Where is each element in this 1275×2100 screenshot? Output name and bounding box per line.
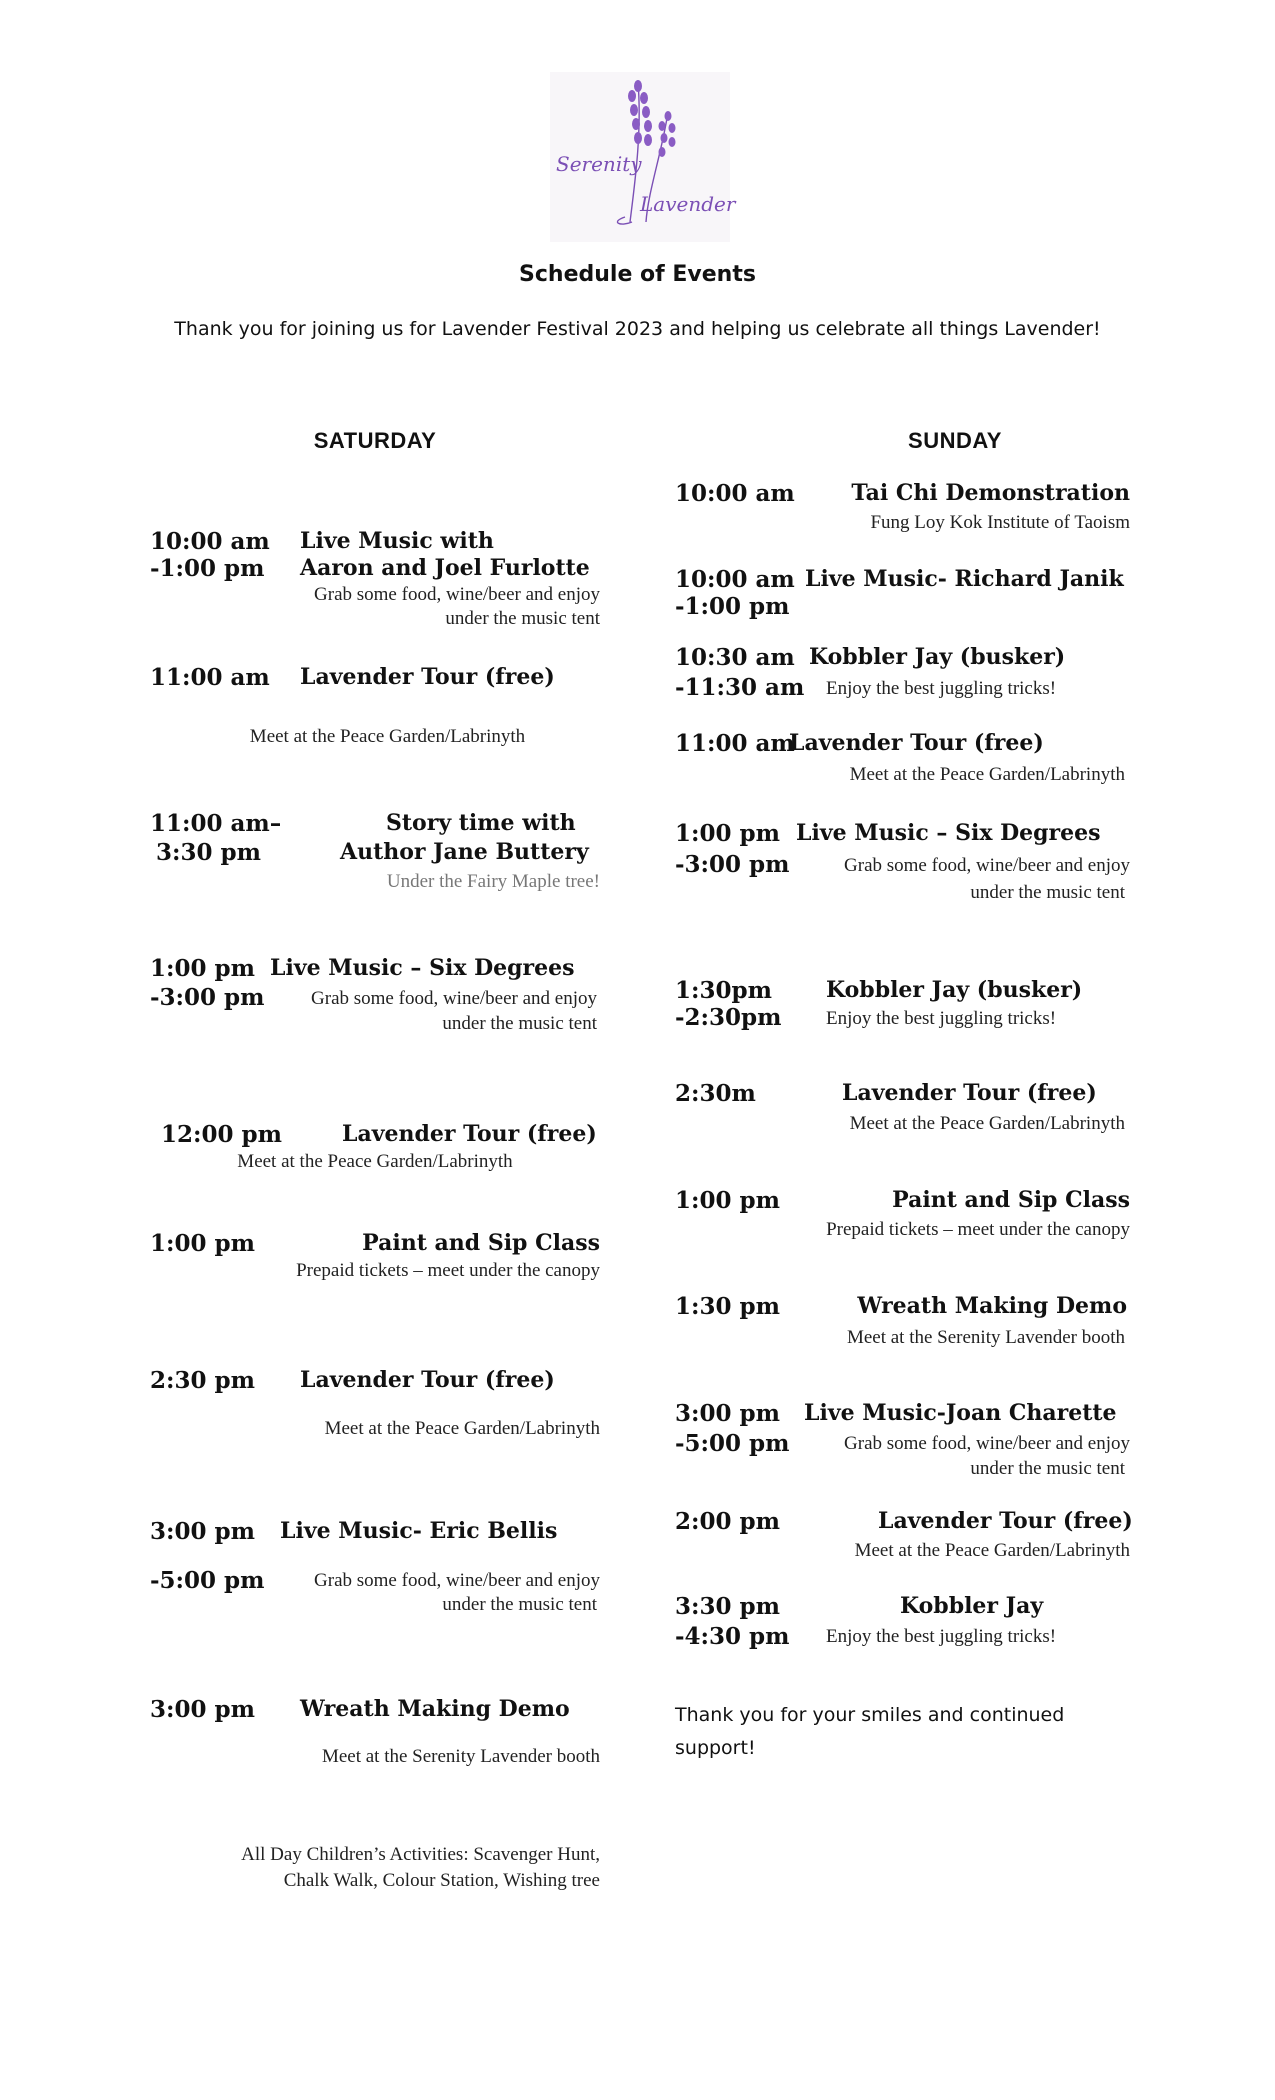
event-description: Fung Loy Kok Institute of Taoism <box>870 512 1130 533</box>
event-title: Live Music – Six Degrees <box>796 820 1101 846</box>
event-time: 1:30pm <box>675 977 772 1004</box>
event-title: Live Music- Richard Janik <box>805 566 1124 592</box>
event-description: Grab some food, wine/beer and enjoy <box>844 1433 1130 1454</box>
event-time: 2:30m <box>675 1080 756 1107</box>
event-time-end: -3:00 pm <box>675 851 790 878</box>
thanks-text-line2: support! <box>675 1737 756 1759</box>
event-time: 10:00 am <box>150 528 270 555</box>
page-title: Schedule of Events <box>519 262 756 287</box>
event-time-end: -5:00 pm <box>150 1567 265 1594</box>
event-time: 2:30 pm <box>150 1367 255 1394</box>
event-time: 1:00 pm <box>150 1230 255 1257</box>
event-description: Grab some food, wine/beer and enjoy <box>311 988 597 1009</box>
event-time-end: -1:00 pm <box>675 593 790 620</box>
thanks-text: Thank you for your smiles and continued <box>675 1704 1065 1726</box>
event-time: 10:00 am <box>675 480 795 507</box>
event-time: 1:00 pm <box>675 1187 780 1214</box>
event-description: Enjoy the best juggling tricks! <box>826 1626 1057 1647</box>
event-description: Enjoy the best juggling tricks! <box>826 678 1057 699</box>
event-title: Live Music- Eric Bellis <box>280 1518 558 1544</box>
event-time: 12:00 pm <box>161 1121 282 1148</box>
serenity-lavender-logo <box>550 72 736 242</box>
event-title: Lavender Tour (free) <box>789 730 1044 756</box>
event-description: Meet at the Serenity Lavender booth <box>846 1327 1125 1348</box>
event-title: Lavender Tour (free) <box>342 1121 597 1147</box>
event-description: Meet at the Peace Garden/Labrinyth <box>849 764 1125 785</box>
saturday-heading: SATURDAY <box>313 428 437 453</box>
event-time-end: -5:00 pm <box>675 1430 790 1457</box>
event-time: 11:00 am <box>150 664 270 691</box>
event-description: Grab some food, wine/beer and enjoy <box>314 1570 600 1591</box>
event-time-end: -2:30pm <box>675 1004 782 1031</box>
event-description-line2: under the music tent <box>442 1013 597 1034</box>
event-time-end: 3:30 pm <box>156 839 261 866</box>
childrens-activities: All Day Children’s Activities: Scavenger Hunt, <box>241 1844 600 1865</box>
event-time: 10:00 am <box>675 566 795 593</box>
event-description: Under the Fairy Maple tree! <box>386 871 600 892</box>
event-title-line2: Author Jane Buttery <box>340 839 589 865</box>
event-title: Live Music-Joan Charette <box>804 1400 1117 1426</box>
event-time: 1:00 pm <box>675 820 780 847</box>
event-title: Paint and Sip Class <box>892 1187 1130 1213</box>
event-description-line2: under the music tent <box>442 1594 597 1615</box>
event-title: Kobbler Jay <box>900 1593 1044 1619</box>
event-time: 2:00 pm <box>675 1508 780 1535</box>
event-description: Meet at the Peace Garden/Labrinyth <box>324 1418 600 1439</box>
event-description: Meet at the Peace Garden/Labrinyth <box>849 1113 1125 1134</box>
event-time: 10:30 am <box>675 644 795 671</box>
event-description: Meet at the Peace Garden/Labrinyth <box>854 1540 1130 1561</box>
childrens-activities-line2: Chalk Walk, Colour Station, Wishing tree <box>283 1870 600 1891</box>
event-time: 3:00 pm <box>150 1696 255 1723</box>
event-title: Lavender Tour (free) <box>842 1080 1097 1106</box>
intro-text: Thank you for joining us for Lavender Festival 2023 and helping us celebrate all things Lavender! <box>174 318 1101 340</box>
event-description: Prepaid tickets – meet under the canopy <box>296 1260 600 1281</box>
event-description: Meet at the Peace Garden/Labrinyth <box>249 726 526 747</box>
event-title: Kobbler Jay (busker) <box>809 644 1066 670</box>
event-time: 11:00 am <box>675 730 795 757</box>
event-time: 11:00 am– <box>150 810 282 837</box>
event-description: Meet at the Peace Garden/Labrinyth <box>237 1151 513 1172</box>
event-title: Story time with <box>386 810 576 836</box>
event-description-line2: under the music tent <box>970 1458 1125 1479</box>
event-time-end: -11:30 am <box>675 674 805 701</box>
event-time: 3:00 pm <box>150 1518 255 1545</box>
event-time: 1:30 pm <box>675 1293 780 1320</box>
event-title: Wreath Making Demo <box>300 1696 570 1722</box>
sunday-heading: SUNDAY <box>908 428 1002 453</box>
event-title: Lavender Tour (free) <box>300 664 555 690</box>
event-title: Lavender Tour (free) <box>300 1367 555 1393</box>
event-time-end: -1:00 pm <box>150 555 265 582</box>
event-title: Lavender Tour (free) <box>878 1508 1133 1534</box>
event-description: Prepaid tickets – meet under the canopy <box>826 1219 1130 1240</box>
event-description-line2: under the music tent <box>445 608 600 629</box>
event-title: Live Music – Six Degrees <box>270 955 575 981</box>
event-description: Enjoy the best juggling tricks! <box>826 1008 1057 1029</box>
event-description-line2: under the music tent <box>970 882 1125 903</box>
event-time: 3:00 pm <box>675 1400 780 1427</box>
event-time-end: -4:30 pm <box>675 1623 790 1650</box>
event-description: Meet at the Serenity Lavender booth <box>321 1746 600 1767</box>
event-title: Live Music with <box>300 528 494 554</box>
event-title: Paint and Sip Class <box>362 1230 600 1256</box>
event-time: 3:30 pm <box>675 1593 780 1620</box>
logo-text-lavender: Lavender <box>640 192 736 216</box>
event-title: Wreath Making Demo <box>857 1293 1127 1319</box>
event-title: Kobbler Jay (busker) <box>826 977 1083 1003</box>
event-title: Tai Chi Demonstration <box>851 480 1130 506</box>
event-description: Grab some food, wine/beer and enjoy <box>844 855 1130 876</box>
event-time: 1:00 pm <box>150 955 255 982</box>
event-title-line2: Aaron and Joel Furlotte <box>300 555 590 581</box>
event-time-end: -3:00 pm <box>150 984 265 1011</box>
logo-text-serenity: Serenity <box>556 152 642 176</box>
event-description: Grab some food, wine/beer and enjoy <box>314 584 600 605</box>
